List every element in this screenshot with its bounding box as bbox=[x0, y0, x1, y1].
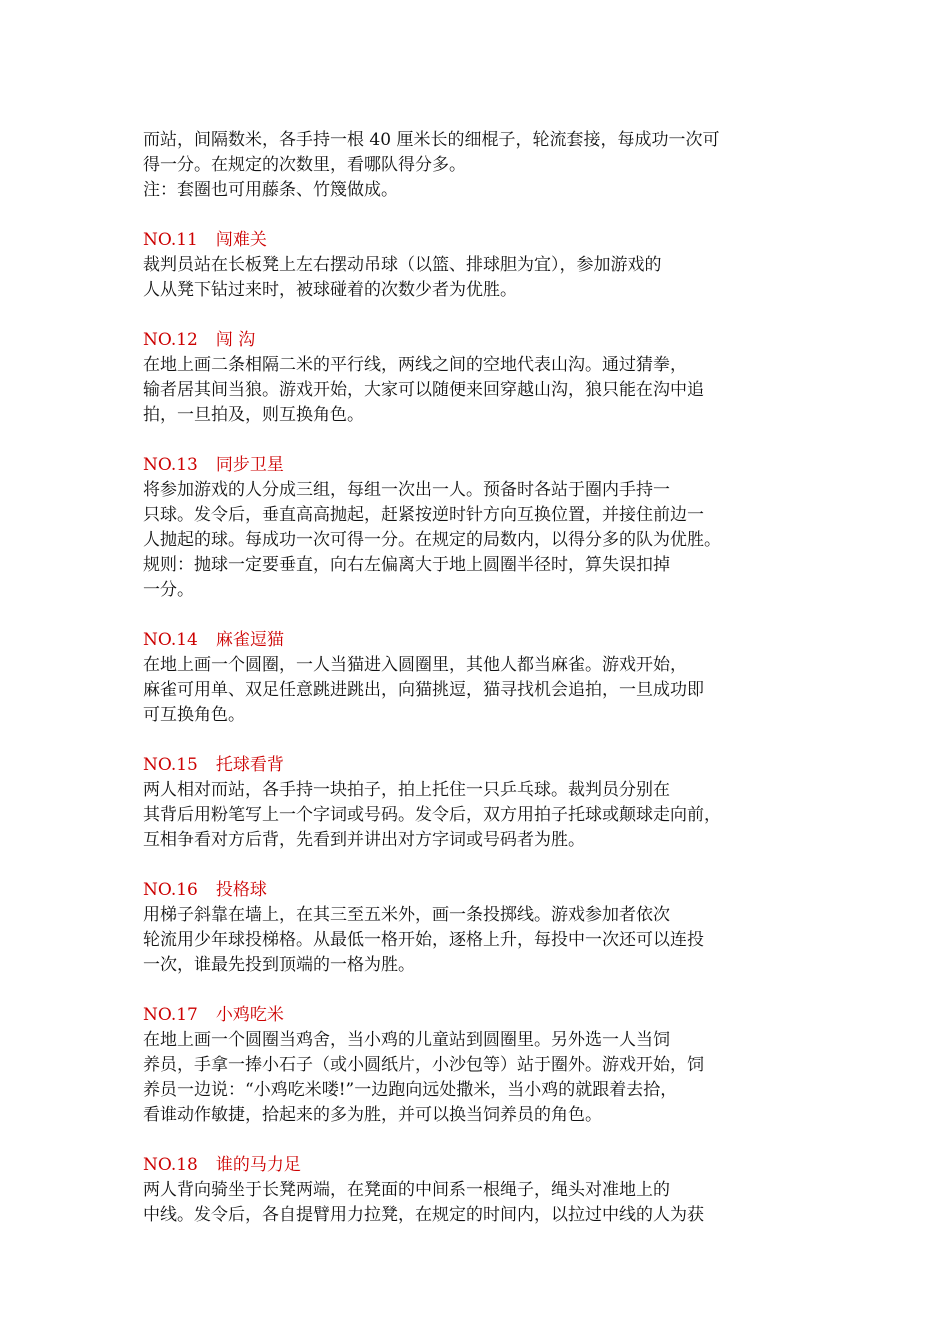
section-heading bbox=[143, 328, 803, 353]
document-page bbox=[143, 128, 803, 1228]
section-line: 裁判员站在长板凳上左右摆动吊球（以篮、排球胆为宜），参加游戏的 bbox=[143, 255, 662, 275]
game-section-14 bbox=[143, 628, 803, 728]
game-section-18 bbox=[143, 1153, 803, 1228]
section-line: 轮流用少年球投梯格。从最低一格开始，逐格上升，每投中一次还可以连投 bbox=[143, 930, 704, 950]
section-line: 中线。发令后，各自提臂用力拉凳，在规定的时间内，以拉过中线的人为获 bbox=[143, 1205, 704, 1225]
section-line: 人抛起的球。每成功一次可得一分。在规定的局数内，以得分多的队为优胜。 bbox=[143, 530, 721, 550]
section-line: 其背后用粉笔写上一个字词或号码。发令后，双方用拍子托球或颠球走向前， bbox=[143, 805, 721, 825]
section-title: 谁的马力足 bbox=[215, 1155, 301, 1175]
section-line: 麻雀可用单、双足任意跳进跳出，向猫挑逗，猫寻找机会追拍，一旦成功即 bbox=[143, 680, 704, 700]
section-number: NO.18 bbox=[143, 1155, 198, 1175]
section-title: 投格球 bbox=[215, 880, 267, 900]
section-number: NO.14 bbox=[143, 630, 198, 650]
game-section-12 bbox=[143, 328, 803, 428]
section-line: 在地上画一个圆圈，一人当猫进入圆圈里，其他人都当麻雀。游戏开始， bbox=[143, 655, 687, 675]
section-line: 拍，一旦拍及，则互换角色。 bbox=[143, 405, 364, 425]
section-number: NO.13 bbox=[143, 455, 198, 475]
section-number: NO.15 bbox=[143, 755, 198, 775]
intro-line: 得一分。在规定的次数里，看哪队得分多。 bbox=[143, 155, 466, 175]
section-title: 托球看背 bbox=[215, 755, 284, 775]
section-line: 可互换角色。 bbox=[143, 705, 245, 725]
game-section-11 bbox=[143, 228, 803, 303]
section-line: 一次，谁最先投到顶端的一格为胜。 bbox=[143, 955, 415, 975]
section-number: NO.16 bbox=[143, 880, 198, 900]
intro-note: 注：套圈也可用藤条、竹篾做成。 bbox=[143, 180, 398, 200]
section-line: 在地上画一个圆圈当鸡舍，当小鸡的儿童站到圆圈里。另外选一人当饲 bbox=[143, 1030, 670, 1050]
section-title: 闯 沟 bbox=[215, 330, 256, 350]
section-line: 两人背向骑坐于长凳两端，在凳面的中间系一根绳子，绳头对准地上的 bbox=[143, 1180, 670, 1200]
section-title: 同步卫星 bbox=[215, 455, 284, 475]
section-number: NO.12 bbox=[143, 330, 198, 350]
game-section-13 bbox=[143, 453, 803, 603]
section-line: 两人相对而站，各手持一块拍子，拍上托住一只乒乓球。裁判员分别在 bbox=[143, 780, 670, 800]
intro-paragraph bbox=[143, 128, 803, 203]
section-heading bbox=[143, 1003, 803, 1028]
section-number: NO.17 bbox=[143, 1005, 198, 1025]
section-heading bbox=[143, 228, 803, 253]
section-title: 麻雀逗猫 bbox=[215, 630, 284, 650]
section-line: 输者居其间当狼。游戏开始，大家可以随便来回穿越山沟，狼只能在沟中追 bbox=[143, 380, 704, 400]
section-line: 看谁动作敏捷，拾起来的多为胜，并可以换当饲养员的角色。 bbox=[143, 1105, 602, 1125]
game-section-17 bbox=[143, 1003, 803, 1128]
section-line: 养员一边说：“小鸡吃米喽!”一边跑向远处撒米，当小鸡的就跟着去拾， bbox=[143, 1080, 678, 1100]
section-line: 用梯子斜靠在墙上，在其三至五米外，画一条投掷线。游戏参加者依次 bbox=[143, 905, 670, 925]
section-heading bbox=[143, 1153, 803, 1178]
section-line: 在地上画二条相隔二米的平行线，两线之间的空地代表山沟。通过猜拳， bbox=[143, 355, 687, 375]
section-heading bbox=[143, 628, 803, 653]
section-line: 互相争看对方后背，先看到并讲出对方字词或号码者为胜。 bbox=[143, 830, 585, 850]
section-title: 闯难关 bbox=[215, 230, 267, 250]
section-line: 人从凳下钻过来时，被球碰着的次数少者为优胜。 bbox=[143, 280, 517, 300]
section-heading bbox=[143, 878, 803, 903]
section-line: 只球。发令后，垂直高高抛起，赶紧按逆时针方向互换位置，并接住前边一 bbox=[143, 505, 704, 525]
section-number: NO.11 bbox=[143, 230, 198, 250]
section-line: 一分。 bbox=[143, 580, 194, 600]
intro-line: 而站，间隔数米，各手持一根 40 厘米长的细棍子，轮流套接，每成功一次可 bbox=[143, 130, 720, 150]
section-line: 规则：抛球一定要垂直，向右左偏离大于地上圆圈半径时，算失误扣掉 bbox=[143, 555, 670, 575]
game-section-15 bbox=[143, 753, 803, 853]
section-line: 养员，手拿一捧小石子（或小圆纸片，小沙包等）站于圈外。游戏开始，饲 bbox=[143, 1055, 704, 1075]
section-line: 将参加游戏的人分成三组，每组一次出一人。预备时各站于圈内手持一 bbox=[143, 480, 670, 500]
section-heading bbox=[143, 753, 803, 778]
section-title: 小鸡吃米 bbox=[215, 1005, 284, 1025]
game-section-16 bbox=[143, 878, 803, 978]
section-heading bbox=[143, 453, 803, 478]
